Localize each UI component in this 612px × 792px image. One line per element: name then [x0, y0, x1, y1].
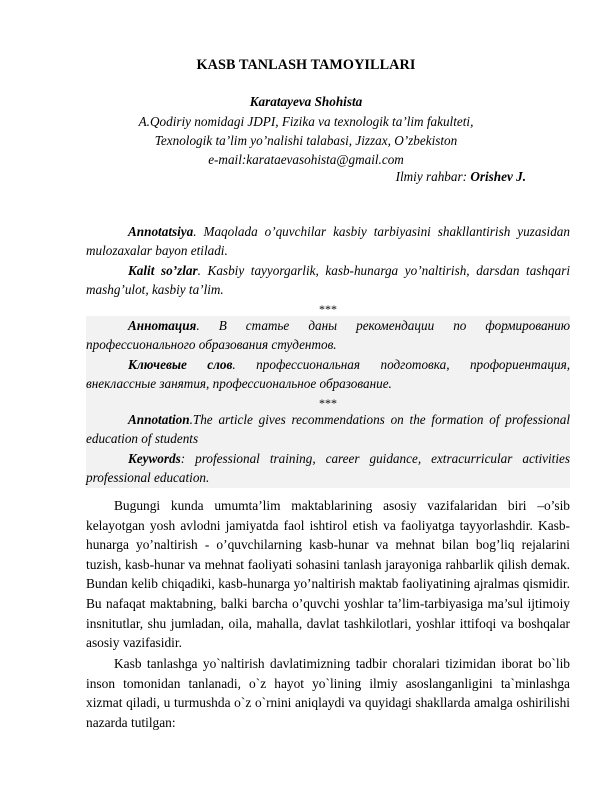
advisor-name: Orishev J. [470, 169, 526, 184]
paper-title: KASB TANLASH TAMOYILLARI [196, 57, 416, 73]
keywords-ru [86, 355, 570, 394]
annotation-en-label: Annotation [128, 412, 190, 427]
keywords-ru-label: Ключевые слов [128, 356, 233, 372]
affiliation-line-2: Texnologik ta’lim yo’nalishi talabasi, Jizzax, O’zbekiston [154, 133, 458, 148]
author-email: e-mail:karataevasohista@gmail.com [208, 152, 404, 167]
separator-1: *** [319, 301, 337, 316]
annotation-ru-text: . В статье даны рекомендации по формированию профессионального образования студентов. [86, 318, 570, 353]
abstract-ru [86, 316, 570, 412]
keywords-uz [86, 261, 570, 300]
affiliation-line-1: A.Qodiriy nomidagi JDPI, Fizika va texnologik ta’lim fakulteti, [138, 114, 474, 129]
annotation-en-text: .The article gives recommendations on the formation of professional education of students [86, 412, 570, 447]
abstract-uz [86, 222, 570, 318]
keywords-uz-text: . Kasbiy tayyorgarlik, kasb-hunarga yo’naltirish, darsdan tashqari mashg’ulot, kasbiy ta’lim. [86, 262, 571, 298]
keywords-en [86, 449, 570, 488]
body-paragraph-1: Bugungi kunda umumta’lim maktablarining asosiy vazifalaridan biri –o’sib kelayotgan yosh avlodni jamiyatda faol ishtirol etish va faoliyatga tayyorlashdir. Kasb-hunarga yo’naltirish - o’quvchilarning kasb-hunar va mehnat bilan bog’liq rejalarini tuzish, kasb-hunar va mehnat faoliyati sohasini tanlash jarayoniga rahbarlik qilish demak. Bundan kelib chiqadiki, kasb-hunarga yo’naltirish maktab faoliyatining ajralmas qismidir. Bu nafaqat maktabning, balki barcha o’quvchi yoshlar ta’lim-tarbiyasiga ma’sul ijtimoiy insnitutlar, shu jumladan, oila, mahalla, davlat tashkilotlari, yoshlar ittifoqi va boshqalar asosiy vazifasidir. [86, 498, 570, 651]
annotation-uz [86, 222, 570, 261]
keywords-uz-label: Kalit so’zlar [128, 262, 198, 278]
annotation-uz-label: Annotatsiya [128, 224, 194, 239]
abstract-en [86, 410, 570, 488]
author-name: Karatayeva Shohista [249, 94, 363, 109]
scientific-advisor [396, 169, 526, 185]
keywords-en-text: : professional training, career guidance, extracurricular activities professional education. [86, 450, 570, 486]
separator-2: *** [319, 395, 337, 410]
annotation-ru-label: Аннотация [128, 318, 197, 333]
keywords-en-label: Keywords [128, 450, 181, 466]
advisor-label: Ilmiy rahbar: [395, 169, 468, 184]
annotation-uz-text: . Maqolada o’quvchilar kasbiy tarbiyasini shakllantirish yuzasidan mulozaxalar bayon etiladi. [86, 224, 570, 259]
annotation-en [86, 410, 570, 449]
keywords-ru-text: . профессиональная подготовка, профориентация, внеклассные занятия, профессиональное образование. [86, 356, 570, 392]
annotation-ru [86, 316, 570, 355]
body-paragraph-2: Kasb tanlashga yo`naltirish davlatimizning tadbir choralari tizimidan iborat bo`lib inson tomonidan tanlanadi, o`z hayot yo`lining ilmiy asoslanganligini ta`minlashga xizmat qiladi, u turmushda o`z o`rnini aniqlaydi va quyidagi shakllarda amalga oshirilishi nazarda tutilgan: [86, 656, 570, 730]
